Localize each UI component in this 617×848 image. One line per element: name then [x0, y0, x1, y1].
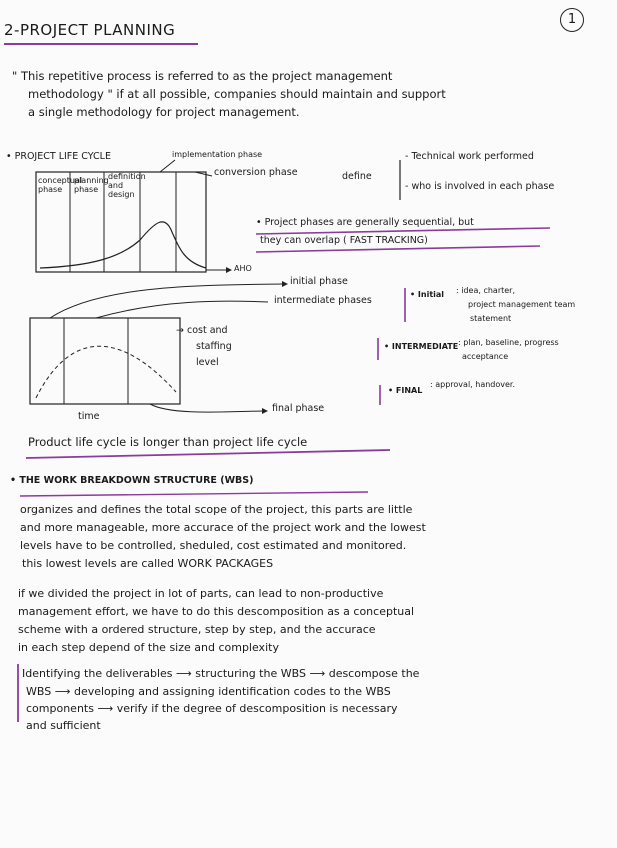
wbs-para1-line1: organizes and defines the total scope of the project, this parts are little	[20, 503, 413, 516]
phase-label-conceptual: conceptual phase	[38, 176, 83, 195]
cost-label-1: → cost and	[176, 325, 228, 336]
wbs-heading: • THE WORK BREAKDOWN STRUCTURE (WBS)	[10, 475, 254, 486]
phase-label-definition: definition and design	[108, 172, 146, 200]
wbs-para2-line2: management effort, we have to do this descomposition as a conceptual	[18, 605, 415, 618]
intermediate-text-1: : plan, baseline, progress	[458, 338, 559, 347]
initial-phase-label: initial phase	[290, 276, 348, 287]
wbs-para2-line1: if we divided the project in lot of parts, can lead to non-productive	[18, 587, 384, 600]
page-title: 2-PROJECT PLANNING	[4, 21, 176, 39]
time-label: time	[78, 411, 100, 422]
intermediate-text-2: acceptance	[462, 352, 509, 361]
wbs-step-line1: Identifying the deliverables ⟶ structuring the WBS ⟶ descompose the	[22, 667, 420, 680]
intro-line-2: methodology " if at all possible, companies should maintain and support	[28, 87, 446, 101]
cost-label-2: staffing	[196, 341, 232, 352]
initial-text-3: statement	[470, 314, 512, 323]
conversion-label: conversion phase	[214, 167, 298, 178]
final-phase-label: final phase	[272, 403, 325, 414]
wbs-step-line4: and sufficient	[26, 719, 101, 732]
initial-text-2: project management team	[468, 300, 576, 309]
define-label: define	[342, 171, 372, 182]
final-text: : approval, handover.	[430, 380, 516, 389]
wbs-para2-line4: in each step depend of the size and complexity	[18, 641, 279, 654]
wbs-para2-line3: scheme with a ordered structure, step by step, and the accurace	[18, 623, 376, 636]
initial-text-1: : idea, charter,	[456, 286, 515, 295]
define-item-2: - who is involved in each phase	[405, 181, 555, 192]
phase-label-planning: planning phase	[74, 176, 109, 195]
page-number: 1	[560, 8, 584, 32]
define-item-1: - Technical work performed	[405, 151, 534, 162]
intro-line-1: " This repetitive process is referred to as the project management	[12, 69, 393, 83]
wbs-para1-line2: and more manageable, more accurace of the project work and the lowest	[20, 521, 426, 534]
arrow-label: AHO	[234, 264, 252, 273]
initial-head: • Initial	[410, 290, 445, 299]
overlap-note-2: they can overlap ( FAST TRACKING)	[260, 235, 428, 246]
wbs-step-line2: WBS ⟶ developing and assigning identification codes to the WBS	[26, 685, 391, 698]
intermediate-phase-label: intermediate phases	[274, 295, 372, 306]
life-cycle-heading: • PROJECT LIFE CYCLE	[6, 151, 111, 162]
implementation-label: implementation phase	[172, 150, 263, 159]
final-head: • FINAL	[388, 386, 423, 395]
overlap-note-1: • Project phases are generally sequential, but	[256, 217, 474, 228]
intermediate-head: • INTERMEDIATE	[384, 342, 459, 351]
wbs-step-line3: components ⟶ verify if the degree of descomposition is necessary	[26, 702, 398, 715]
cost-label-3: level	[196, 357, 219, 368]
product-life-cycle-note: Product life cycle is longer than project life cycle	[28, 435, 308, 449]
wbs-para1-line3: levels have to be controlled, sheduled, cost estimated and monitored.	[20, 539, 407, 552]
wbs-para1-line4: this lowest levels are called WORK PACKAGES	[22, 557, 274, 570]
intro-line-3: a single methodology for project management.	[28, 105, 300, 119]
